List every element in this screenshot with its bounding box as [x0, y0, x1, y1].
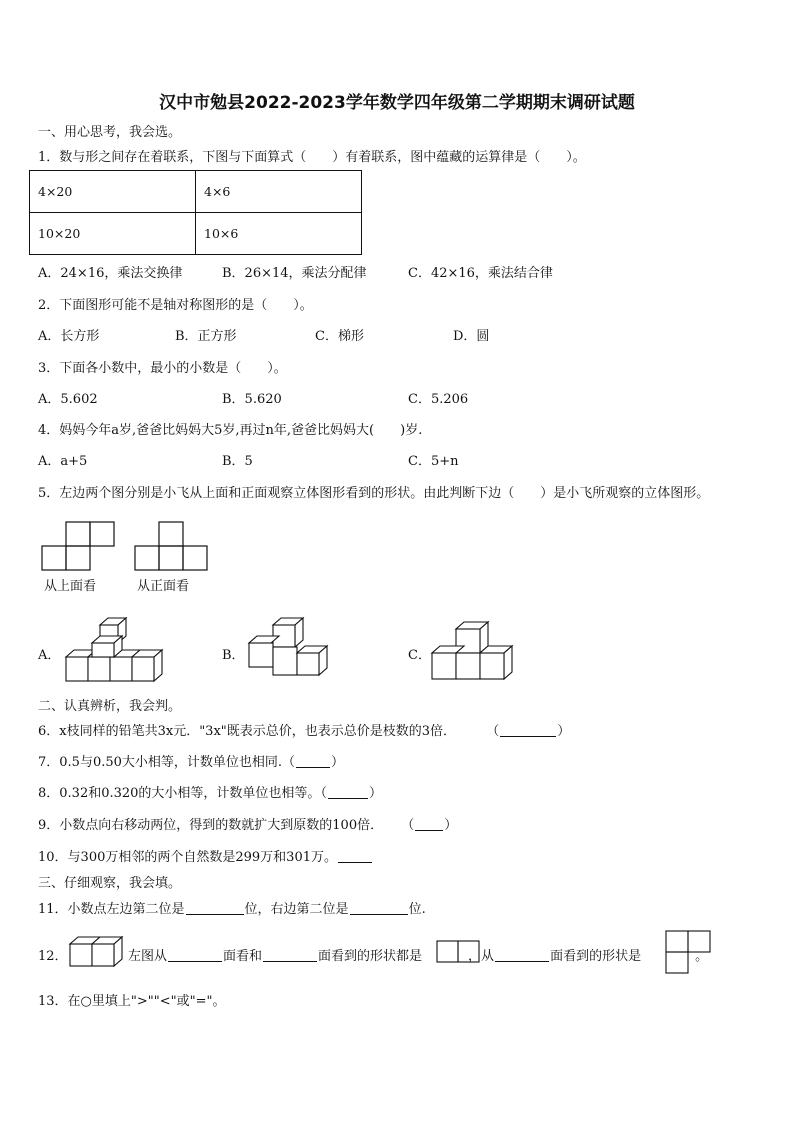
q1-option-c[interactable]: C．42×16，乘法结合律: [408, 266, 553, 281]
question-8: [38, 782, 382, 801]
q9-text: 9．小数点向右移动两位，得到的数就扩大到原数的100倍．: [38, 818, 384, 833]
q3-option-c[interactable]: C．5.206: [408, 392, 469, 407]
section-one-heading: 一、用心思考，我会选。: [38, 125, 182, 140]
q6-text: 6．x枝同样的铅笔共3x元．"3x"既表示总价，也表示总价是枝数的3倍．: [38, 724, 457, 739]
question-12: [128, 945, 708, 964]
q7-text: 7．0.5与0.50大小相等，计数单位也相同.: [38, 755, 283, 770]
q5-front-view-label-wrap: [133, 577, 213, 595]
q12-number: 12．: [38, 949, 68, 964]
q11-blank-1[interactable]: [186, 902, 244, 915]
q11-text-a: 11．小数点左边第二位是: [38, 902, 185, 917]
q4-option-a[interactable]: A．a+5: [38, 454, 88, 469]
q5-option-b-cubes[interactable]: [247, 615, 337, 685]
q6-answer-blank[interactable]: [500, 724, 556, 737]
q11-blank-2[interactable]: [350, 902, 408, 915]
question-4: 4．妈妈今年a岁,爸爸比妈妈大5岁,再过n年,爸爸比妈妈大( )岁.: [38, 423, 423, 438]
q8-paren-close: ）: [368, 786, 382, 801]
q12-text-e: 面看到的形状是: [550, 949, 642, 964]
q6-paren-open: （: [486, 724, 500, 739]
q5-top-view-label-wrap: [40, 577, 120, 595]
q12-text-c: 面看到的形状都是: [318, 949, 423, 964]
q5-option-a[interactable]: A．: [38, 648, 61, 663]
table-cell: 4×20: [30, 171, 196, 213]
q12-text-a: 左图从: [128, 949, 168, 964]
q8-paren-open: （: [320, 786, 327, 801]
question-2: 2．下面图形可能不是轴对称图形的是（ ）。: [38, 298, 313, 313]
table-cell: 10×20: [30, 213, 196, 255]
question-1: 1．数与形之间存在着联系，下图与下面算式（ ）有着联系，图中蕴藏的运算律是（ ）。: [38, 150, 586, 165]
q5-front-view-label: 从正面看: [137, 579, 190, 594]
table-cell: 10×6: [196, 213, 362, 255]
q2-option-a[interactable]: A．长方形: [38, 329, 100, 344]
q12-shape-l-squares: [664, 929, 714, 975]
q10-text: 10．与300万相邻的两个自然数是299万和301万。: [38, 850, 337, 865]
q3-option-a[interactable]: A．5.602: [38, 392, 98, 407]
q12-text-f: 。: [695, 949, 709, 964]
section-three-heading: 三、仔细观察，我会填。: [38, 876, 182, 891]
q9-paren-open: （: [401, 818, 415, 833]
q7-answer-blank[interactable]: [296, 755, 330, 768]
q3-option-b[interactable]: B．5.620: [222, 392, 282, 407]
q5-top-view-figure: [40, 518, 120, 578]
q12-blank-1[interactable]: [168, 949, 222, 962]
table-row: [30, 213, 362, 255]
q7-paren-open: （: [282, 755, 296, 770]
question-10: [38, 846, 373, 865]
q2-option-b[interactable]: B．正方形: [175, 329, 237, 344]
q12-text-d: ，从: [468, 949, 495, 964]
q4-option-b[interactable]: B．5: [222, 454, 253, 469]
q12-blank-2[interactable]: [263, 949, 317, 962]
q12-cubes-figure: [68, 932, 128, 972]
q11-text-c: 位.: [408, 902, 426, 917]
question-7: [38, 751, 344, 770]
q8-text: 8．0.32和0.320的大小相等，计数单位也相等。: [38, 786, 321, 801]
question-11: [38, 898, 426, 917]
q5-front-view-figure: [133, 518, 213, 578]
question-13: 13．在○里填上">""<"或"="。: [38, 994, 226, 1009]
question-5: 5．左边两个图分别是小飞从上面和正面观察立体图形看到的形状。由此判断下边（ ）是小飞所观察的立体图形。: [38, 486, 710, 501]
q12-blank-3[interactable]: [495, 949, 549, 962]
q11-text-b: 位，右边第二位是: [244, 902, 349, 917]
q5-top-view-label: 从上面看: [44, 579, 97, 594]
table-cell: 4×6: [196, 171, 362, 213]
q2-option-d[interactable]: D．圆: [453, 329, 490, 344]
q4-option-c[interactable]: C．5+n: [408, 454, 459, 469]
q5-option-c[interactable]: C．: [408, 648, 431, 663]
q9-answer-blank[interactable]: [415, 818, 443, 831]
q12-shape-two-squares: [436, 939, 482, 965]
q1-table: [29, 170, 362, 255]
question-6: [38, 720, 570, 739]
table-row: [30, 171, 362, 213]
q5-option-c-cubes[interactable]: [430, 620, 520, 684]
section-two-heading: 二、认真辨析，我会判。: [38, 699, 182, 714]
q10-answer-blank[interactable]: [338, 850, 372, 863]
q6-paren-close: ）: [557, 724, 571, 739]
q2-option-c[interactable]: C．梯形: [315, 329, 364, 344]
page-title: 汉中市勉县2022-2023学年数学四年级第二学期期末调研试题: [159, 93, 635, 113]
q9-paren-close: ）: [444, 818, 458, 833]
q1-option-b[interactable]: B．26×14，乘法分配律: [222, 266, 367, 281]
q7-paren-close: ）: [331, 755, 345, 770]
question-3: 3．下面各小数中，最小的小数是（ ）。: [38, 361, 287, 376]
q12-text-b: 面看和: [223, 949, 263, 964]
q8-answer-blank[interactable]: [328, 786, 368, 799]
question-9: [38, 814, 457, 833]
q5-option-b[interactable]: B．: [222, 648, 245, 663]
q5-option-a-cubes[interactable]: [64, 615, 164, 685]
q1-option-a[interactable]: A．24×16，乘法交换律: [38, 266, 183, 281]
